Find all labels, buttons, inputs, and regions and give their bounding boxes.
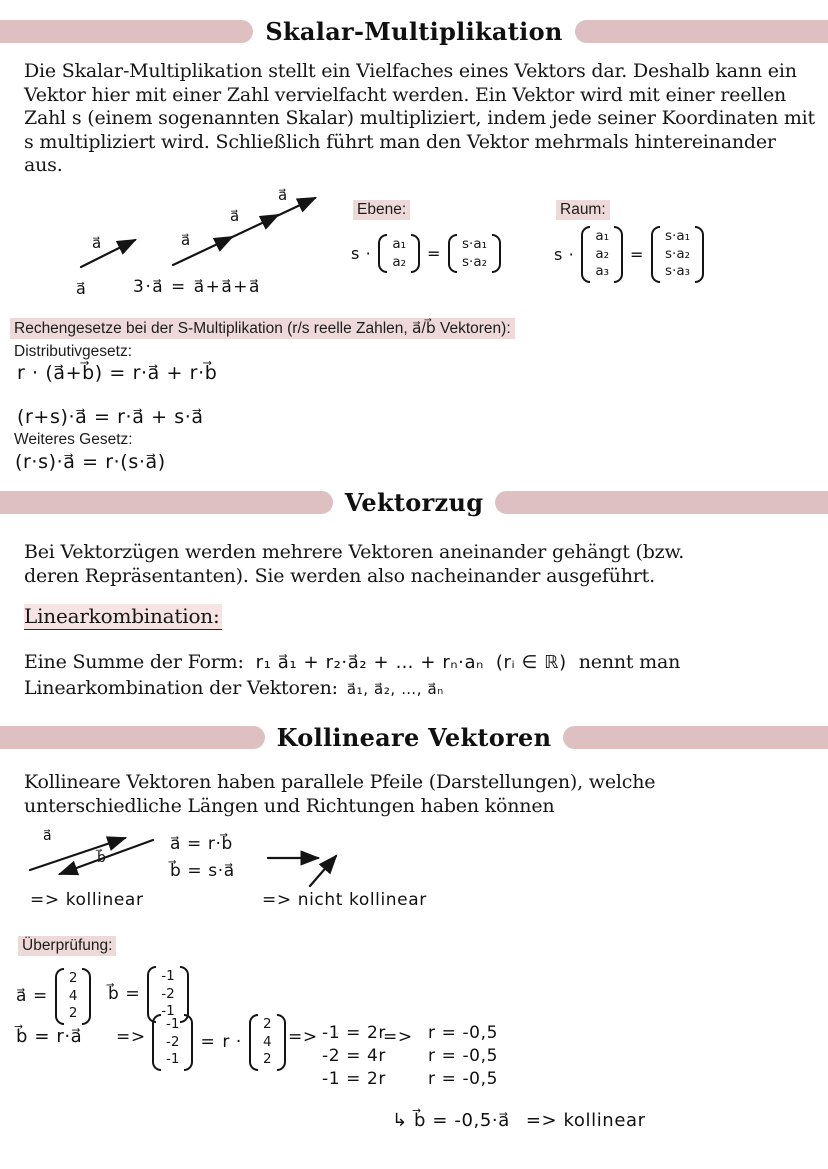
intro-paragraph-vektorzug: Bei Vektorzügen werden mehrere Vektoren aneinander gehängt (bzw. deren Repräsentanten). Sie werden also nacheinander ausgeführt. (24, 541, 685, 587)
scalar-s: s · (351, 244, 372, 264)
equation-line: -2 = 4r (322, 1046, 387, 1066)
equation-column (322, 1023, 386, 1089)
segment-label-3: a⃗ (278, 188, 288, 204)
three-a-equation: 3·a⃗ = a⃗+a⃗+a⃗ (133, 277, 261, 297)
paren-right (82, 968, 91, 1025)
linear-combination-line1 (24, 651, 680, 673)
paren-left (152, 1014, 161, 1071)
collinear-arrows-diagram (18, 826, 168, 888)
label-ueberpruefung: Überprüfung: (18, 936, 116, 956)
implies-arrow: => (383, 1027, 413, 1047)
formula-ebene (351, 234, 501, 273)
vector-a-label: a⃗ (43, 828, 52, 844)
vector-entry: a₁ (595, 228, 609, 244)
vector-entry: a₁ (392, 236, 406, 252)
column-vector (448, 234, 501, 273)
check-start: b⃗ = r·a⃗ (16, 1026, 83, 1047)
segment-label-1: a⃗ (181, 231, 191, 249)
vector-entry: 2 (68, 1005, 78, 1022)
law-distributive-2: (r+s)·a⃗ = r·a⃗ + s·a⃗ (17, 406, 204, 428)
linear-combination-line2 (24, 677, 444, 699)
equation-line: -1 = 2r (322, 1023, 387, 1043)
paren-right (277, 1014, 286, 1071)
segment-arrowhead-1 (222, 237, 232, 242)
paren-left (249, 1014, 258, 1071)
paren-right (411, 234, 420, 273)
column-vector (651, 226, 704, 283)
equals-sign: = (630, 244, 645, 264)
vector-entry: s·a₂ (665, 245, 691, 262)
diagonal-arrow (310, 856, 336, 886)
result-column (428, 1023, 498, 1089)
vector-entry: -2 (166, 1033, 180, 1050)
vector-multiples-diagram (18, 188, 353, 303)
vector-entry: -1 (161, 1003, 175, 1020)
intro-paragraph-kollinear: Kollineare Vektoren haben parallele Pfeile (Darstellungen), welche unterschiedliche Längen und Richtungen haben können (24, 771, 656, 817)
paren-right (695, 226, 704, 283)
segment-label-2: a⃗ (230, 207, 240, 225)
vector-a-arrow (81, 240, 135, 267)
intro-paragraph-skalar: Die Skalar-Multiplikation stellt ein Vielfaches eines Vektors dar. Deshalb kann ein Vektor hier mit einer Zahl vervielfacht werden. Ein Vektor wird mit einer reellen Zahl s (einem sogenannten Skalar) multipliziert, indem jede seiner Koordinaten mit s multipliziert wird. Schließlich führt man den Vektor mehrmals hintereinander aus. (24, 60, 815, 176)
law-distributive-1: r · (a⃗+b⃗) = r·a⃗ + r·b⃗ (17, 362, 218, 384)
conclusion-result: => kollinear (525, 1110, 646, 1131)
vector-entry: 2 (262, 1051, 272, 1068)
column-vector (581, 226, 623, 283)
formula-raum (554, 226, 704, 283)
vector-entry: 4 (262, 1033, 272, 1050)
label-distributivgesetz: Distributivgesetz: (14, 343, 133, 360)
vector-entry: -1 (166, 1051, 180, 1068)
collinear-relations (170, 831, 235, 885)
result-line: r = -0,5 (428, 1069, 499, 1089)
check-vector-equation (152, 1014, 286, 1071)
banner-pill-left (0, 20, 253, 43)
nicht-kollinear-caption: => nicht kollinear (262, 890, 427, 910)
vector-entry: 4 (68, 987, 78, 1004)
column-vector (249, 1014, 286, 1071)
banner-pill-right (563, 726, 828, 749)
vector-entry: s·a₁ (462, 236, 488, 252)
section-title-kollinear: Kollineare Vektoren (276, 722, 552, 752)
paren-right (492, 234, 501, 273)
vector-entry: s·a₂ (462, 253, 488, 270)
vector-entry: -1 (166, 1016, 180, 1032)
law-associative: (r·s)·a⃗ = r·(s·a⃗) (15, 451, 166, 473)
sum-suffix: nennt man (578, 651, 681, 673)
vector-a-label: a⃗ (92, 234, 102, 252)
banner-pill-left (0, 491, 333, 514)
sum-formula: r₁ a⃗₁ + r₂·a⃗₂ + … + rₙ·aₙ (255, 652, 484, 673)
paren-left (448, 234, 457, 273)
vector-3a-arrow (173, 198, 315, 265)
paren-left (378, 234, 387, 273)
paren-right (184, 1014, 193, 1071)
vector-a-label-below: a⃗ (76, 279, 86, 298)
banner-pill-left (0, 726, 265, 749)
sum-prefix: Eine Summe der Form: (24, 651, 244, 673)
paren-right (614, 226, 623, 283)
non-collinear-arrows-diagram (266, 840, 346, 890)
line2-formula: a⃗₁, a⃗₂, …, a⃗ₙ (346, 680, 444, 698)
equals-sign: = (427, 244, 442, 264)
paren-left (651, 226, 660, 283)
relation-a: a⃗ = r·b⃗ (170, 834, 233, 854)
vector-entry: 2 (68, 970, 78, 986)
equals-sign: = (200, 1032, 216, 1053)
vector-a-symbol: a⃗ = (16, 986, 48, 1007)
vector-entry: s·a₃ (665, 263, 691, 280)
column-vector (55, 968, 92, 1025)
result-line: r = -0,5 (428, 1046, 499, 1066)
section-banner-skalar (0, 16, 828, 46)
section-title-vektorzug: Vektorzug (344, 487, 484, 517)
segment-arrowhead-2 (268, 215, 278, 220)
vector-a-definition (16, 968, 91, 1025)
conclusion-line (392, 1110, 646, 1131)
label-raum: Raum: (556, 200, 610, 220)
paren-left (55, 968, 64, 1025)
scalar-s: s · (554, 244, 575, 264)
implies-arrow: => (288, 1027, 318, 1047)
vector-entry: s·a₁ (665, 228, 691, 244)
vector-b-label: b⃗ (97, 850, 106, 866)
vector-entry: a₂ (595, 245, 609, 262)
vector-entry: a₂ (392, 253, 406, 270)
conclusion-formula: ↳ b⃗ = -0,5·a⃗ (392, 1110, 510, 1131)
scalar-r: r · (222, 1032, 242, 1053)
column-vector (378, 234, 420, 273)
line2-prefix: Linearkombination der Vektoren: (24, 677, 338, 699)
vector-entry: 2 (262, 1016, 272, 1032)
heading-linearkombination: Linearkombination: (24, 604, 220, 628)
vector-entry: a₃ (595, 263, 609, 280)
kollinear-caption: => kollinear (30, 890, 144, 910)
rules-heading: Rechengesetze bei der S-Multiplikation (r/s reelle Zahlen, a⃗/b⃗ Vektoren): (10, 318, 515, 339)
banner-pill-right (575, 20, 828, 43)
vector-entry: -2 (161, 985, 175, 1002)
result-line: r = -0,5 (428, 1023, 499, 1043)
column-vector (152, 1014, 193, 1071)
vector-b-symbol: b⃗ = (108, 984, 141, 1005)
section-title-skalar: Skalar-Multiplikation (265, 16, 563, 46)
implies-arrow: => (116, 1027, 146, 1047)
sum-condition: (rᵢ ∈ ℝ) (495, 652, 567, 673)
label-ebene: Ebene: (353, 200, 410, 220)
label-weiteres-gesetz: Weiteres Gesetz: (14, 431, 133, 448)
equation-line: -1 = 2r (322, 1069, 387, 1089)
vector-entry: -1 (161, 968, 175, 984)
section-banner-vektorzug (0, 487, 828, 517)
relation-b: b⃗ = s·a⃗ (170, 861, 235, 881)
section-banner-kollinear (0, 722, 828, 752)
banner-pill-right (495, 491, 828, 514)
paren-left (581, 226, 590, 283)
